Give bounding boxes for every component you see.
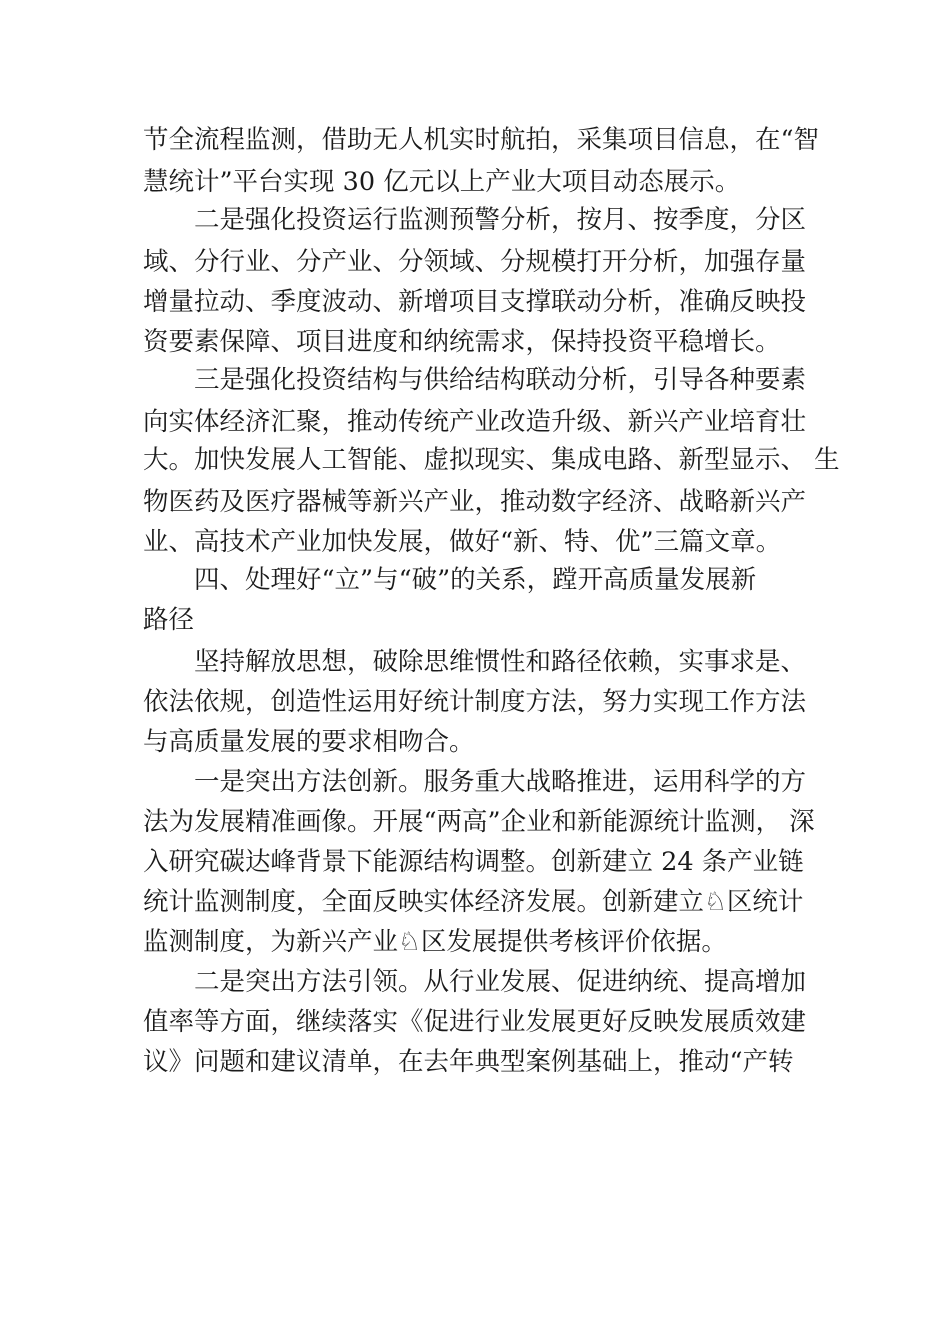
text-line: 增量拉动、季度波动、新增项目支撑联动分析，准确反映投 (143, 287, 807, 317)
text-line: 法为发展精准画像。开展“两高”企业和新能源统计监测， 深 (143, 807, 815, 837)
text-line: 值率等方面，继续落实《促进行业发展更好反映发展质效建 (143, 1007, 807, 1037)
text-line: 资要素保障、项目进度和纳统需求，保持投资平稳增长。 (143, 327, 781, 357)
text-line: 物医药及医疗器械等新兴产业，推动数字经济、战略新兴产 (143, 487, 807, 517)
text-line: 节全流程监测，借助无人机实时航拍，采集项目信息，在“智 (143, 125, 820, 155)
text-line: 统计监测制度，全面反映实体经济发展。创新建立♘区统计 (143, 887, 804, 917)
text-line: 议》问题和建议清单，在去年典型案例基础上，推动“产转 (143, 1047, 794, 1077)
text-line: 向实体经济汇聚，推动传统产业改造升级、新兴产业培育壮 (143, 407, 807, 437)
paragraph-first-line: 坚持解放思想，破除思维惯性和路径依赖，实事求是、 (194, 647, 807, 677)
paragraph-first-line: 二是突出方法引领。从行业发展、促进纳统、提高增加 (194, 967, 807, 997)
text-line: 慧统计”平台实现 30 亿元以上产业大项目动态展示。 (143, 167, 741, 197)
text-line: 业、高技术产业加快发展，做好“新、特、优”三篇文章。 (143, 527, 782, 557)
section-heading-line: 四、处理好“立”与“破”的关系，蹚开高质量发展新 (194, 565, 757, 595)
paragraph-first-line: 一是突出方法创新。服务重大战略推进，运用科学的方 (194, 767, 807, 797)
section-heading-line: 路径 (143, 605, 195, 635)
text-line: 监测制度，为新兴产业♘区发展提供考核评价依据。 (143, 927, 727, 957)
paragraph-first-line: 三是强化投资结构与供给结构联动分析，引导各种要素 (194, 365, 807, 395)
text-line: 与高质量发展的要求相吻合。 (143, 727, 475, 757)
text-line: 域、分行业、分产业、分领域、分规模打开分析，加强存量 (143, 247, 807, 277)
text-line: 大。加快发展人工智能、虚拟现实、集成电路、新型显示、 生 (143, 445, 840, 475)
text-line: 入研究碳达峰背景下能源结构调整。创新建立 24 条产业链 (143, 847, 804, 877)
paragraph-first-line: 二是强化投资运行监测预警分析，按月、按季度，分区 (194, 205, 807, 235)
text-line: 依法依规，创造性运用好统计制度方法，努力实现工作方法 (143, 687, 807, 717)
